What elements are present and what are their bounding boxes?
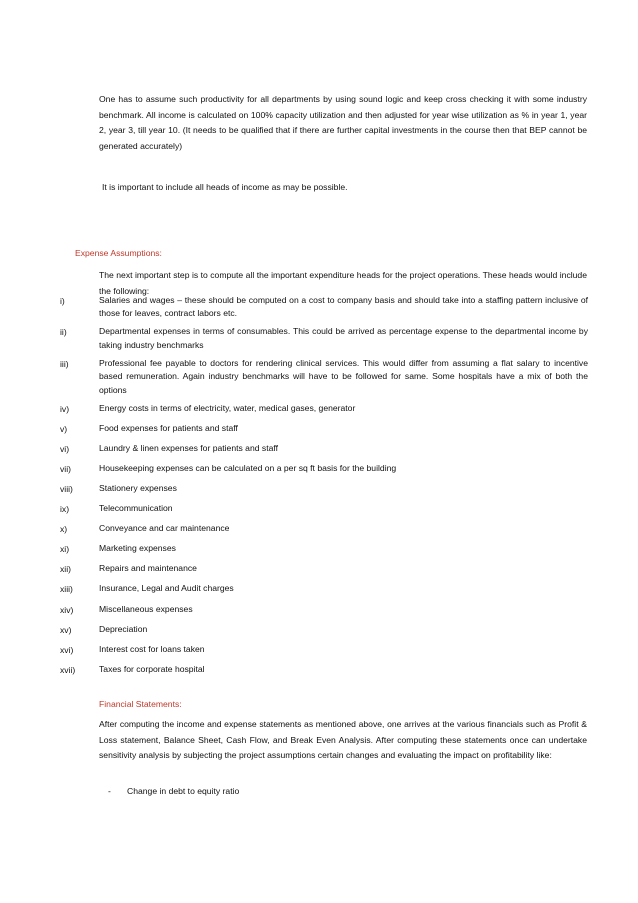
expense-item-number: xv) [60, 624, 72, 635]
expense-item-number: x) [60, 524, 68, 535]
expense-item-text: Telecommunication [99, 503, 173, 514]
expense-item [60, 294, 588, 321]
expense-item [60, 663, 588, 679]
intro-paragraph-income-heads: It is important to include all heads of income as may be possible. [102, 182, 348, 192]
expense-item [60, 562, 588, 578]
expense-item [60, 442, 588, 458]
expense-item-text: Repairs and maintenance [99, 563, 197, 574]
expense-item-number: iv) [60, 403, 70, 414]
expense-item-number: xvii) [60, 664, 76, 675]
expense-item-text: Food expenses for patients and staff [99, 422, 238, 433]
expense-list [60, 294, 588, 683]
expense-item-number: xiii) [60, 584, 73, 595]
expense-item [60, 522, 588, 538]
expense-item-text: Conveyance and car maintenance [99, 523, 230, 534]
expense-item-text: Interest cost for loans taken [99, 643, 205, 654]
intro-paragraph-productivity: One has to assume such productivity for all departments by using sound logic and keep cross checking it with some industry benchmark. All income is calculated on 100% capacity utilization and then adjusted for year wise utilization as % in year 1, year 2, year 3, till year 10. (It needs to be qualified that if there are further capital investments in the course then that BEP cannot be generated accurately) [99, 94, 587, 151]
expense-item [60, 357, 588, 397]
bullet-dash: - [108, 786, 111, 796]
financial-statements-heading: Financial Statements: [99, 699, 182, 709]
expense-item [60, 643, 588, 659]
financial-paragraph: After computing the income and expense statements as mentioned above, one arrives at the various financials such as Profit & Loss statement, Balance Sheet, Cash Flow, and Break Even Analysis. After computing these statements once can undertake sensitivity analysis by subjecting the project assumptions certain changes and evaluating the impact on profitability like: [99, 719, 587, 760]
expense-item-text: Laundry & linen expenses for patients and staff [99, 442, 278, 453]
expense-intro-paragraph: The next important step is to compute all the important expenditure heads for the project operations. These heads would include the following: [99, 270, 587, 296]
expense-item-number: xii) [60, 564, 71, 575]
expense-item [60, 325, 588, 352]
expense-assumptions-heading: Expense Assumptions: [75, 248, 162, 258]
expense-item-text: Professional fee payable to doctors for rendering clinical services. This would differ from assuming a flat salary to incentive based remuneration. Again industry benchmarks will have to be followed for same. Some hospitals have a mix of both the options [99, 357, 588, 395]
expense-item-number: i) [60, 296, 65, 306]
expense-item [60, 462, 588, 478]
bullet-item [108, 784, 239, 800]
expense-item-number: vi) [60, 443, 70, 454]
expense-item-number: xvi) [60, 644, 74, 655]
expense-item [60, 623, 588, 639]
expense-item [60, 482, 588, 498]
expense-item-text: Depreciation [99, 623, 148, 634]
expense-item-number: vii) [60, 463, 71, 474]
expense-item-text: Departmental expenses in terms of consumables. This could be arrived as percentage expense to the departmental income by taking industry benchmarks [99, 326, 588, 350]
expense-item-text: Energy costs in terms of electricity, water, medical gases, generator [99, 402, 356, 413]
expense-item-text: Salaries and wages – these should be computed on a cost to company basis and should take into a staffing pattern inclusive of those for leaves, contract labors etc. [99, 295, 588, 319]
expense-item [60, 542, 588, 558]
expense-item-number: xiv) [60, 604, 74, 615]
expense-item-text: Taxes for corporate hospital [99, 663, 205, 674]
expense-item-number: xi) [60, 544, 70, 555]
expense-item-number: viii) [60, 484, 73, 494]
expense-item-number: iii) [60, 358, 69, 369]
expense-item [60, 402, 588, 418]
bullet-text: Change in debt to equity ratio [127, 786, 240, 796]
expense-item-text: Insurance, Legal and Audit charges [99, 583, 234, 594]
expense-item-text: Stationery expenses [99, 483, 177, 493]
expense-item-text: Housekeeping expenses can be calculated on a per sq ft basis for the building [99, 462, 397, 473]
expense-item-number: ii) [60, 327, 67, 338]
expense-item [60, 502, 588, 518]
expense-item-text: Marketing expenses [99, 543, 176, 554]
expense-item-text: Miscellaneous expenses [99, 603, 193, 614]
expense-item [60, 422, 588, 438]
expense-item [60, 603, 588, 619]
expense-item [60, 582, 588, 598]
expense-item-number: v) [60, 423, 68, 434]
expense-item-number: ix) [60, 504, 70, 515]
